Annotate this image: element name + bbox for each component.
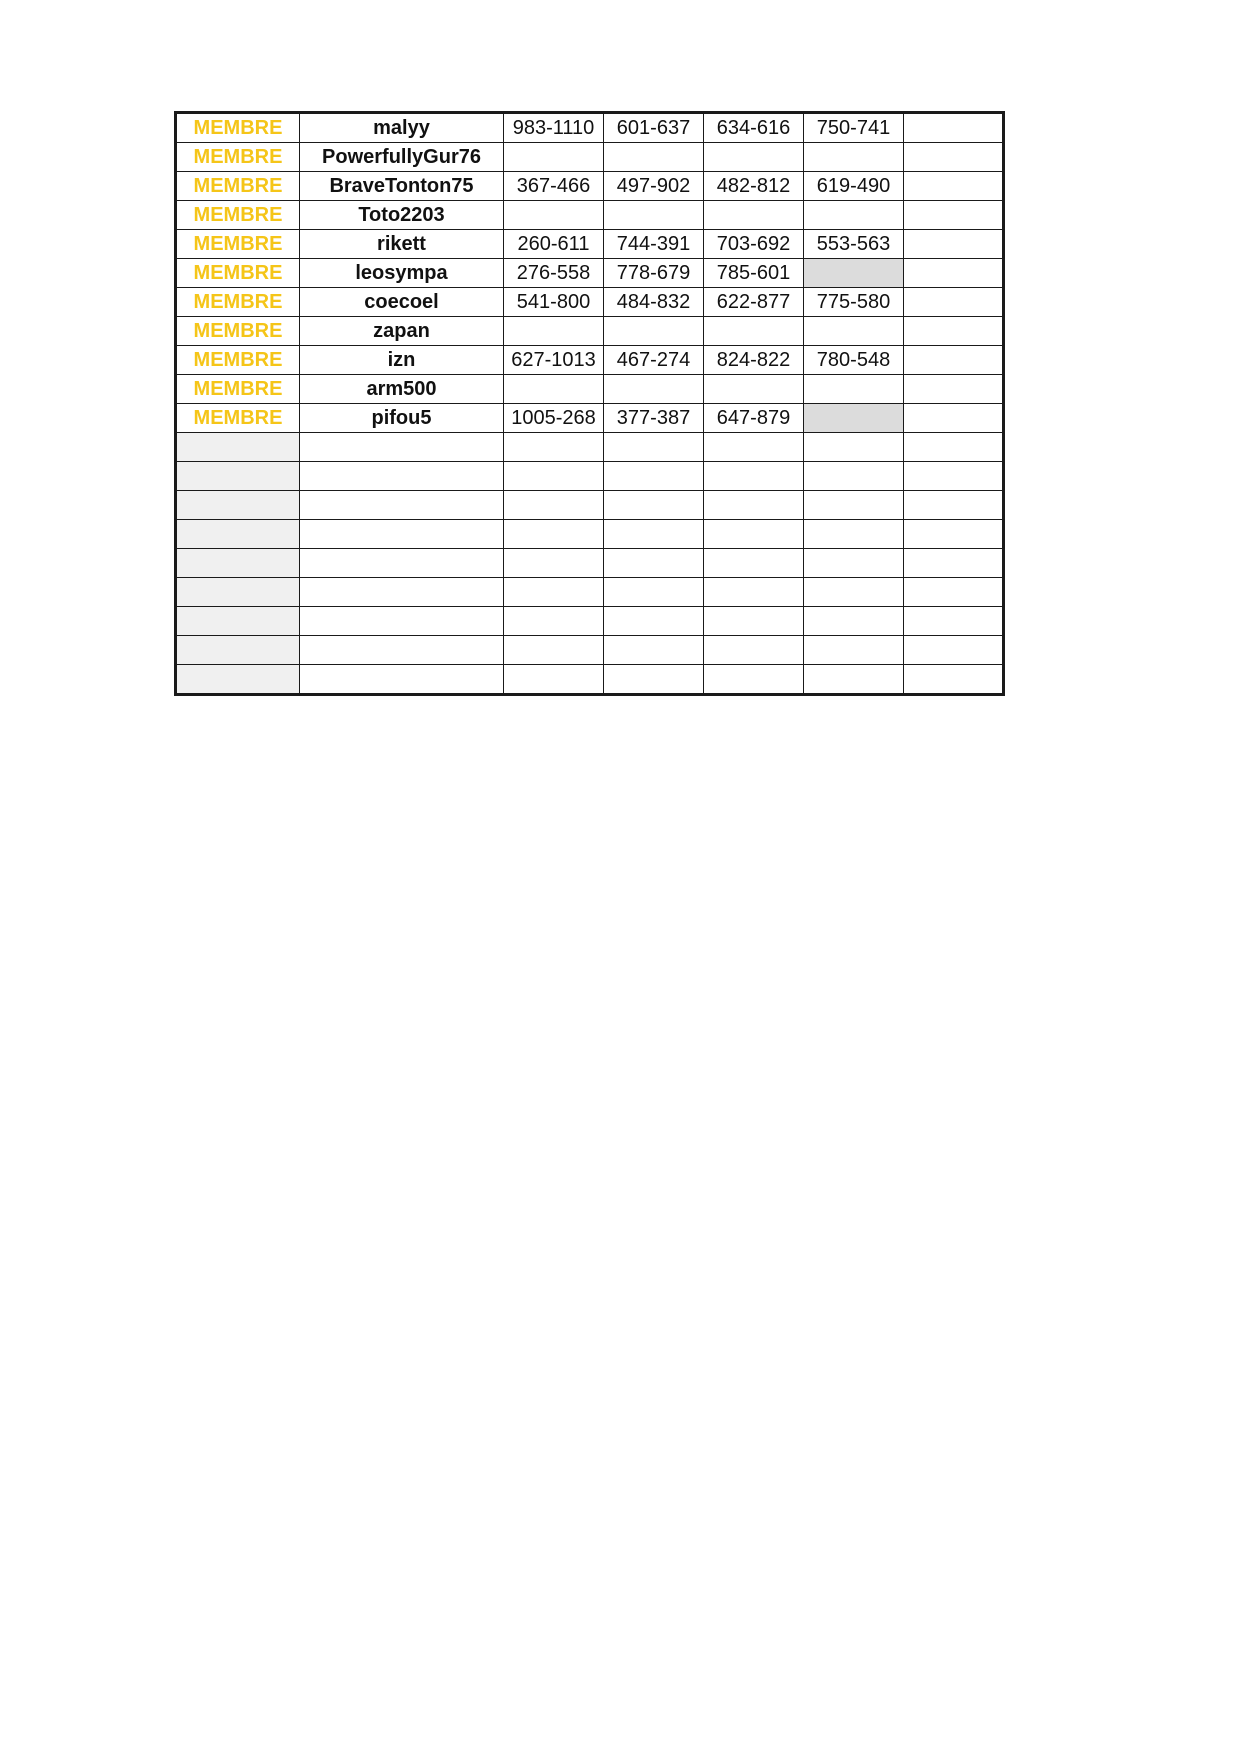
member-name-cell: malyy — [300, 113, 504, 143]
score-cell — [604, 578, 704, 607]
score-cell — [604, 665, 704, 695]
table-row — [176, 636, 1004, 665]
member-name-cell: coecoel — [300, 288, 504, 317]
score-cell: 1005-268 — [504, 404, 604, 433]
rank-cell — [176, 491, 300, 520]
score-cell: 467-274 — [604, 346, 704, 375]
score-cell — [904, 259, 1004, 288]
member-name-cell — [300, 520, 504, 549]
score-cell — [904, 201, 1004, 230]
member-name-cell: BraveTonton75 — [300, 172, 504, 201]
member-name-cell — [300, 462, 504, 491]
score-cell — [704, 317, 804, 346]
score-cell — [804, 259, 904, 288]
score-cell: 780-548 — [804, 346, 904, 375]
rank-cell: MEMBRE — [176, 113, 300, 143]
score-cell — [904, 433, 1004, 462]
table-row — [176, 143, 1004, 172]
score-cell — [604, 607, 704, 636]
score-cell — [704, 491, 804, 520]
score-cell — [904, 143, 1004, 172]
rank-cell: MEMBRE — [176, 201, 300, 230]
score-cell — [604, 462, 704, 491]
score-cell — [904, 230, 1004, 259]
score-cell: 377-387 — [604, 404, 704, 433]
rank-cell: MEMBRE — [176, 230, 300, 259]
table-row — [176, 520, 1004, 549]
score-cell — [804, 491, 904, 520]
score-cell: 541-800 — [504, 288, 604, 317]
score-cell — [704, 201, 804, 230]
score-cell — [804, 433, 904, 462]
score-cell — [904, 491, 1004, 520]
rank-cell: MEMBRE — [176, 143, 300, 172]
score-cell: 750-741 — [804, 113, 904, 143]
score-cell: 601-637 — [604, 113, 704, 143]
score-cell — [504, 665, 604, 695]
member-name-cell: PowerfullyGur76 — [300, 143, 504, 172]
score-cell — [804, 636, 904, 665]
score-cell — [604, 520, 704, 549]
score-cell — [904, 520, 1004, 549]
score-cell — [904, 172, 1004, 201]
score-cell — [704, 636, 804, 665]
member-name-cell — [300, 491, 504, 520]
table-row — [176, 549, 1004, 578]
table-row — [176, 404, 1004, 433]
score-cell — [804, 201, 904, 230]
rank-cell: MEMBRE — [176, 346, 300, 375]
score-cell — [804, 375, 904, 404]
rank-cell: MEMBRE — [176, 317, 300, 346]
member-name-cell: arm500 — [300, 375, 504, 404]
table-row — [176, 607, 1004, 636]
rank-cell — [176, 636, 300, 665]
score-cell — [604, 491, 704, 520]
rank-cell — [176, 520, 300, 549]
score-cell — [504, 201, 604, 230]
score-cell — [504, 607, 604, 636]
member-name-cell: Toto2203 — [300, 201, 504, 230]
member-name-cell: rikett — [300, 230, 504, 259]
score-cell: 482-812 — [704, 172, 804, 201]
score-cell: 484-832 — [604, 288, 704, 317]
score-cell — [704, 433, 804, 462]
score-cell: 553-563 — [804, 230, 904, 259]
score-cell — [504, 143, 604, 172]
score-cell — [504, 578, 604, 607]
table-row — [176, 462, 1004, 491]
score-cell — [504, 317, 604, 346]
score-cell — [504, 375, 604, 404]
score-cell — [904, 607, 1004, 636]
score-cell — [804, 462, 904, 491]
table-row — [176, 259, 1004, 288]
score-cell — [904, 346, 1004, 375]
table-row — [176, 578, 1004, 607]
score-cell — [504, 433, 604, 462]
member-name-cell: zapan — [300, 317, 504, 346]
table-row — [176, 230, 1004, 259]
table-row — [176, 201, 1004, 230]
score-cell — [604, 433, 704, 462]
table-row — [176, 375, 1004, 404]
score-cell — [504, 491, 604, 520]
member-name-cell — [300, 549, 504, 578]
table-row — [176, 346, 1004, 375]
table-row — [176, 665, 1004, 695]
member-name-cell: pifou5 — [300, 404, 504, 433]
score-cell — [804, 520, 904, 549]
member-name-cell — [300, 636, 504, 665]
rank-cell — [176, 578, 300, 607]
score-cell — [904, 665, 1004, 695]
score-cell — [904, 549, 1004, 578]
score-cell — [504, 462, 604, 491]
rank-cell — [176, 607, 300, 636]
rank-cell — [176, 549, 300, 578]
score-cell — [704, 520, 804, 549]
score-cell — [704, 607, 804, 636]
rank-cell — [176, 665, 300, 695]
rank-cell: MEMBRE — [176, 404, 300, 433]
score-cell — [604, 317, 704, 346]
score-cell — [704, 665, 804, 695]
score-cell — [904, 636, 1004, 665]
rank-cell: MEMBRE — [176, 259, 300, 288]
score-cell — [604, 143, 704, 172]
score-cell — [504, 520, 604, 549]
score-cell — [804, 549, 904, 578]
score-cell — [904, 113, 1004, 143]
score-cell — [604, 375, 704, 404]
member-name-cell — [300, 578, 504, 607]
score-cell — [904, 317, 1004, 346]
score-cell: 276-558 — [504, 259, 604, 288]
score-cell — [704, 578, 804, 607]
score-cell: 634-616 — [704, 113, 804, 143]
score-cell — [904, 404, 1004, 433]
score-cell — [704, 462, 804, 491]
score-cell — [804, 607, 904, 636]
member-name-cell — [300, 607, 504, 636]
score-cell: 627-1013 — [504, 346, 604, 375]
member-name-cell — [300, 433, 504, 462]
score-cell — [804, 143, 904, 172]
score-cell: 622-877 — [704, 288, 804, 317]
rank-cell — [176, 433, 300, 462]
score-cell — [904, 375, 1004, 404]
score-cell: 778-679 — [604, 259, 704, 288]
score-cell: 367-466 — [504, 172, 604, 201]
score-cell: 647-879 — [704, 404, 804, 433]
table-row — [176, 491, 1004, 520]
score-cell — [804, 665, 904, 695]
score-cell — [804, 404, 904, 433]
score-cell — [804, 578, 904, 607]
score-cell — [604, 636, 704, 665]
score-cell — [904, 462, 1004, 491]
rank-cell: MEMBRE — [176, 288, 300, 317]
score-cell: 824-822 — [704, 346, 804, 375]
score-cell — [704, 143, 804, 172]
table-row — [176, 317, 1004, 346]
score-cell: 775-580 — [804, 288, 904, 317]
score-cell — [804, 317, 904, 346]
score-cell — [704, 549, 804, 578]
score-cell — [604, 549, 704, 578]
table-row — [176, 113, 1004, 143]
score-cell — [704, 375, 804, 404]
score-cell: 497-902 — [604, 172, 704, 201]
rank-cell — [176, 462, 300, 491]
table-body — [176, 113, 1004, 695]
rank-cell: MEMBRE — [176, 375, 300, 404]
rank-cell: MEMBRE — [176, 172, 300, 201]
table-row — [176, 433, 1004, 462]
score-cell: 744-391 — [604, 230, 704, 259]
members-score-table — [174, 111, 1005, 696]
score-cell — [504, 636, 604, 665]
score-cell — [604, 201, 704, 230]
score-cell — [904, 578, 1004, 607]
score-cell — [504, 549, 604, 578]
score-cell: 619-490 — [804, 172, 904, 201]
member-name-cell: izn — [300, 346, 504, 375]
score-cell: 703-692 — [704, 230, 804, 259]
member-name-cell: leosympa — [300, 259, 504, 288]
table-row — [176, 172, 1004, 201]
score-cell — [904, 288, 1004, 317]
score-cell: 983-1110 — [504, 113, 604, 143]
table-row — [176, 288, 1004, 317]
score-cell: 260-611 — [504, 230, 604, 259]
member-name-cell — [300, 665, 504, 695]
score-cell: 785-601 — [704, 259, 804, 288]
